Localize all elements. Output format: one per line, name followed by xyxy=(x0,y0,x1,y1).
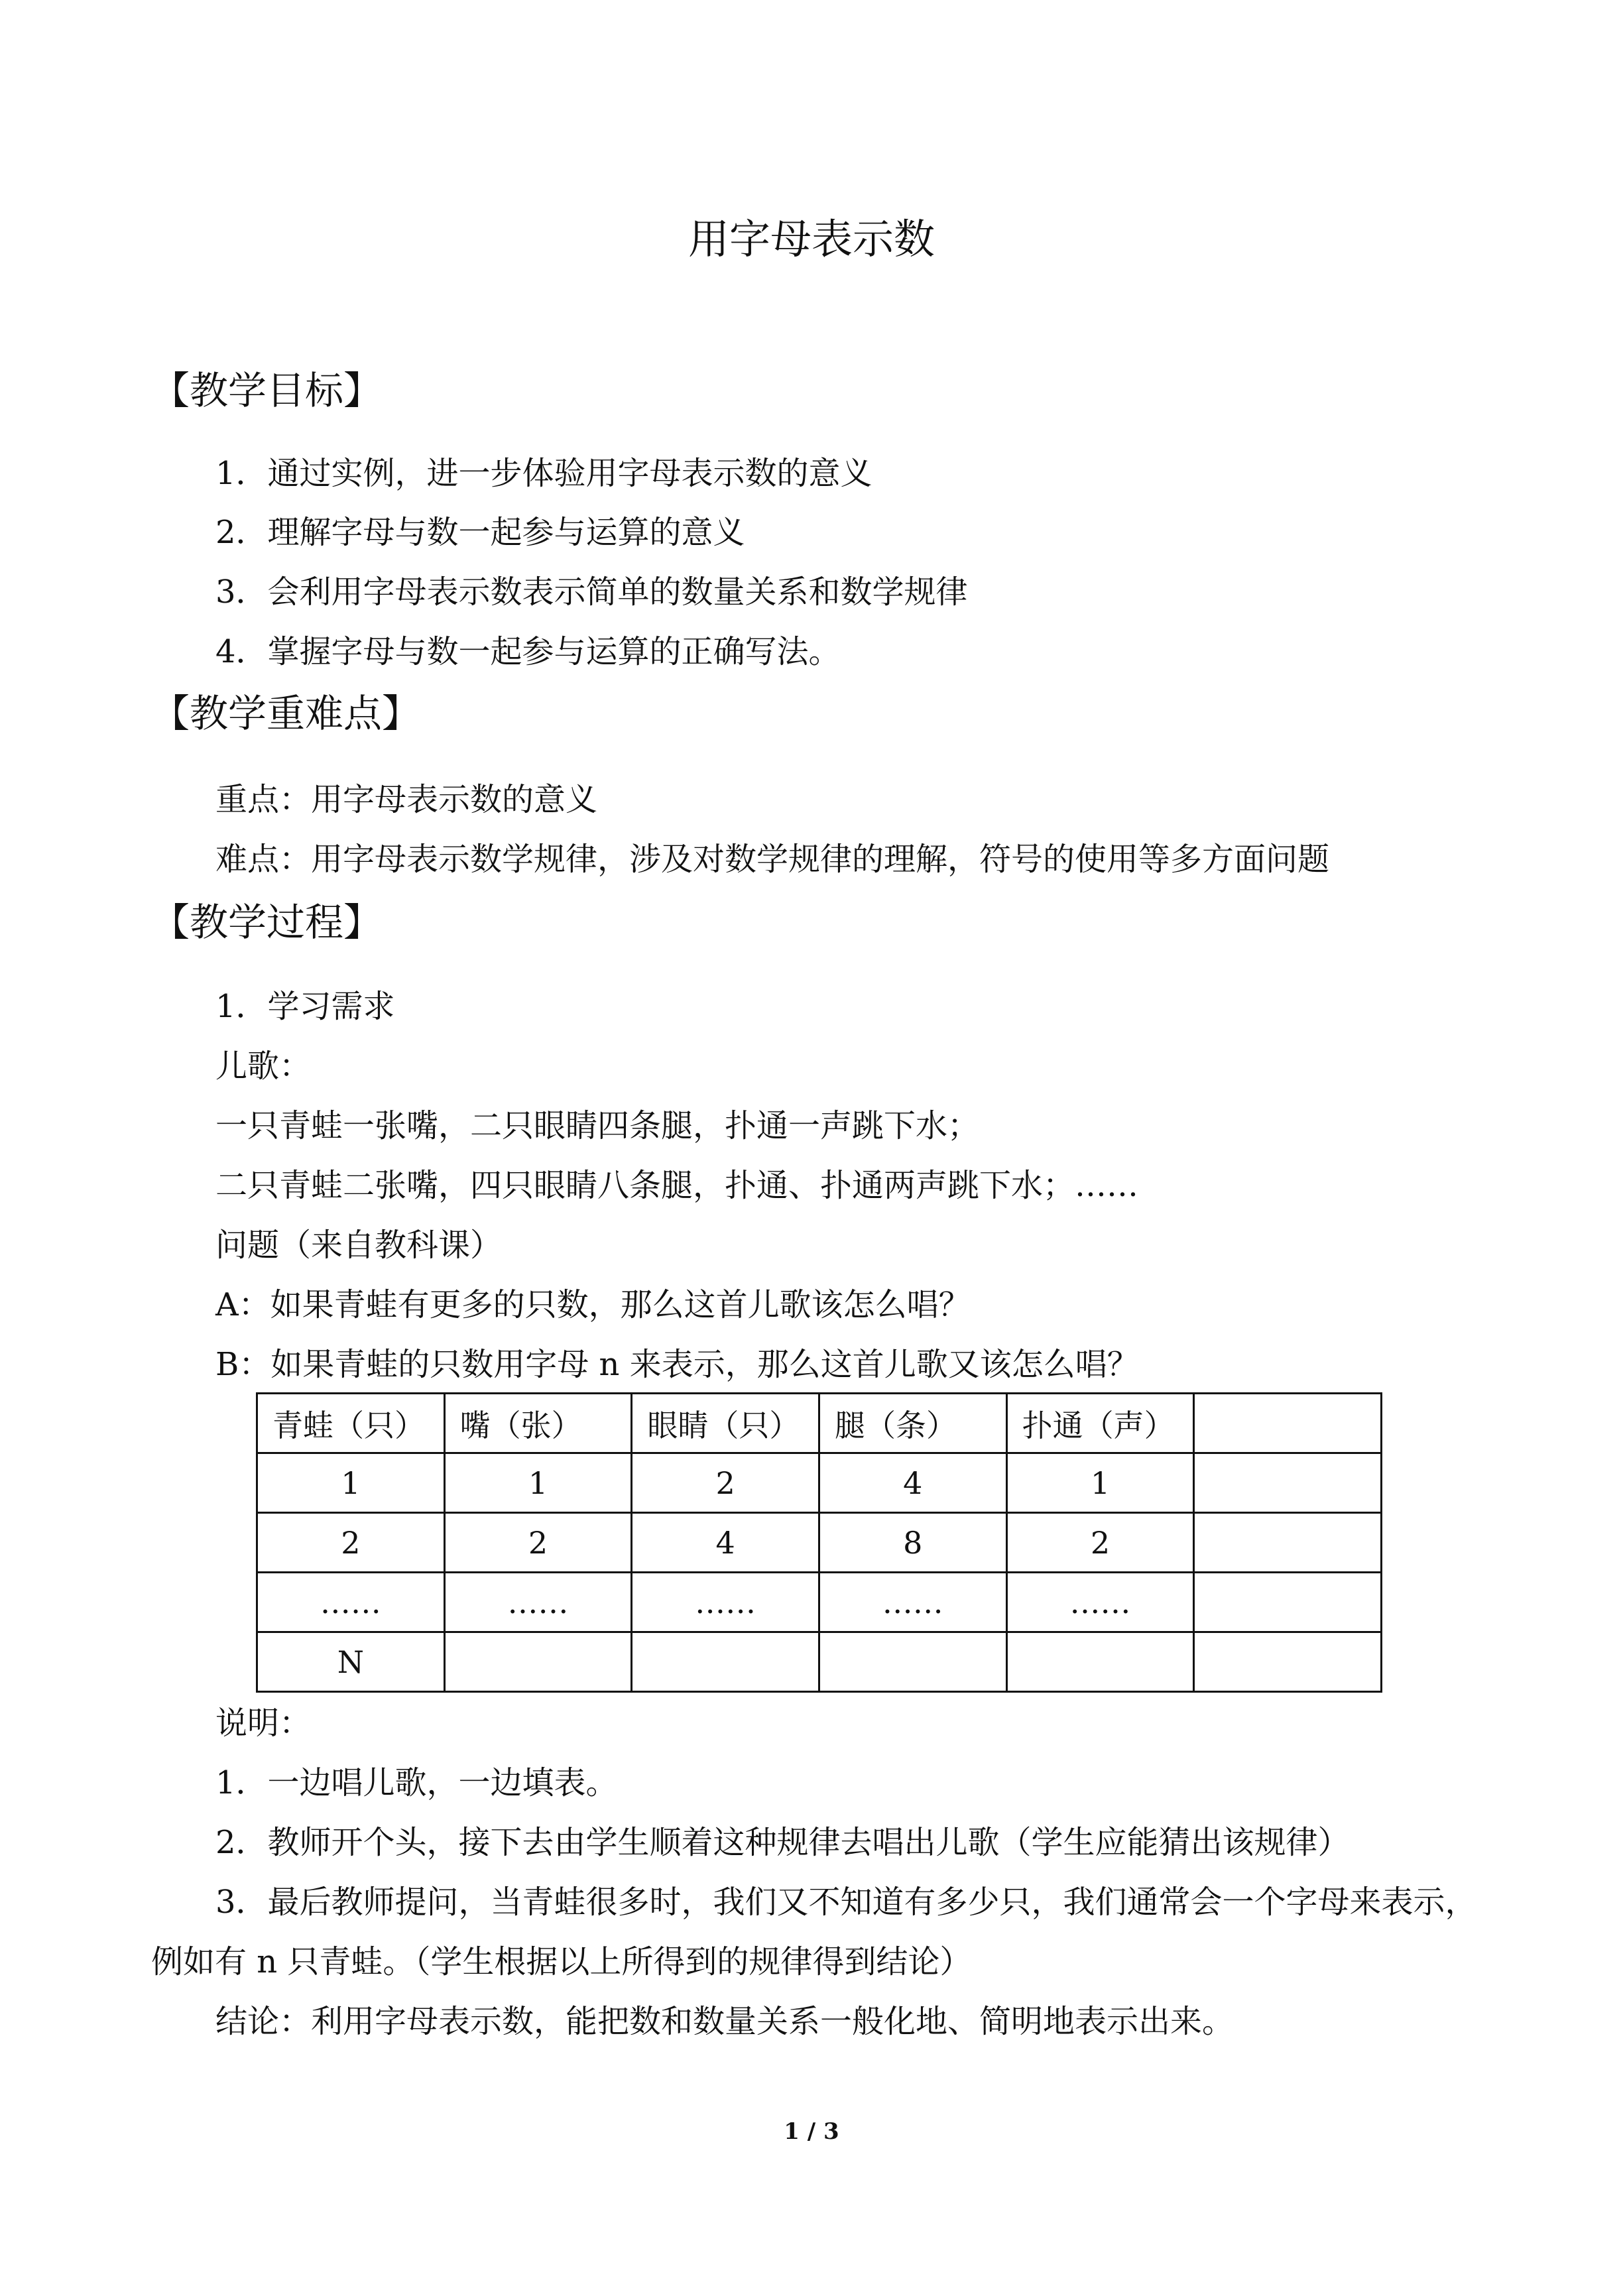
key-points-heading: 【教学重难点】 xyxy=(151,691,421,736)
question-a: A：如果青蛙有更多的只数，那么这首儿歌该怎么唱？ xyxy=(215,1286,971,1323)
table-row xyxy=(257,1632,1382,1692)
table-cell: …… xyxy=(257,1573,445,1632)
objective-item: 2．理解字母与数一起参与运算的意义 xyxy=(215,514,745,551)
table-header-cell: 嘴（张） xyxy=(444,1394,632,1453)
table-cell: …… xyxy=(444,1573,632,1632)
table-cell xyxy=(1194,1573,1382,1632)
table-header-cell: 腿（条） xyxy=(819,1394,1006,1453)
table-cell xyxy=(1194,1453,1382,1513)
objective-item: 4．掌握字母与数一起参与运算的正确写法。 xyxy=(215,633,841,670)
conclusion-text: 结论：利用字母表示数，能把数和数量关系一般化地、简明地表示出来。 xyxy=(215,2003,1234,2040)
table-cell xyxy=(444,1632,632,1692)
table-header-row xyxy=(257,1394,1382,1453)
note-item-continued: 例如有 n 只青蛙。（学生根据以上所得到的规律得到结论） xyxy=(151,1943,972,1980)
table-cell: …… xyxy=(1006,1573,1194,1632)
table-cell: 2 xyxy=(257,1513,445,1573)
table-cell: 8 xyxy=(819,1513,1006,1573)
table-row xyxy=(257,1453,1382,1513)
note-item: 3．最后教师提问，当青蛙很多时，我们又不知道有多少只，我们通常会一个字母来表示， xyxy=(215,1884,1477,1921)
table-cell: N xyxy=(257,1632,445,1692)
song-line: 二只青蛙二张嘴，四只眼睛八条腿，扑通、扑通两声跳下水；…… xyxy=(215,1167,1139,1204)
frog-table xyxy=(256,1392,1382,1693)
table-cell: 1 xyxy=(1006,1453,1194,1513)
table-cell: 2 xyxy=(444,1513,632,1573)
table-cell: 4 xyxy=(819,1453,1006,1513)
page-number: 1 / 3 xyxy=(784,2118,839,2145)
objective-item: 1．通过实例，进一步体验用字母表示数的意义 xyxy=(215,455,872,492)
table-cell xyxy=(1194,1632,1382,1692)
table-cell: 2 xyxy=(1006,1513,1194,1573)
notes-label: 说明： xyxy=(215,1705,312,1742)
table-row xyxy=(257,1573,1382,1632)
objectives-heading: 【教学目标】 xyxy=(151,368,383,413)
song-line: 一只青蛙一张嘴，二只眼睛四条腿，扑通一声跳下水； xyxy=(215,1107,980,1144)
focus-text: 重点：用字母表示数的意义 xyxy=(215,781,598,818)
table-cell: 4 xyxy=(632,1513,819,1573)
table-header-cell: 扑通（声） xyxy=(1006,1394,1194,1453)
note-item: 1．一边唱儿歌，一边填表。 xyxy=(215,1764,618,1801)
table-cell xyxy=(1006,1632,1194,1692)
table-header-cell: 青蛙（只） xyxy=(257,1394,445,1453)
page-title: 用字母表示数 xyxy=(688,215,935,263)
table-cell: 2 xyxy=(632,1453,819,1513)
table-cell xyxy=(1194,1513,1382,1573)
table-cell xyxy=(819,1632,1006,1692)
question-b: B：如果青蛙的只数用字母 n 来表示，那么这首儿歌又该怎么唱？ xyxy=(215,1346,1139,1383)
difficulty-text: 难点：用字母表示数学规律，涉及对数学规律的理解，符号的使用等多方面问题 xyxy=(215,841,1330,878)
table-cell: …… xyxy=(819,1573,1006,1632)
process-heading: 【教学过程】 xyxy=(151,900,383,945)
table-cell xyxy=(632,1632,819,1692)
table-cell: 1 xyxy=(257,1453,445,1513)
note-item: 2．教师开个头，接下去由学生顺着这种规律去唱出儿歌（学生应能猜出该规律） xyxy=(215,1824,1350,1861)
question-label: 问题（来自教科课） xyxy=(215,1227,503,1264)
table-header-cell: 眼睛（只） xyxy=(632,1394,819,1453)
process-step: 1．学习需求 xyxy=(215,988,395,1025)
table-cell: 1 xyxy=(444,1453,632,1513)
table-cell: …… xyxy=(632,1573,819,1632)
table-header-cell xyxy=(1194,1394,1382,1453)
table-row xyxy=(257,1513,1382,1573)
song-label: 儿歌： xyxy=(215,1048,312,1085)
objective-item: 3．会利用字母表示数表示简单的数量关系和数学规律 xyxy=(215,574,968,611)
